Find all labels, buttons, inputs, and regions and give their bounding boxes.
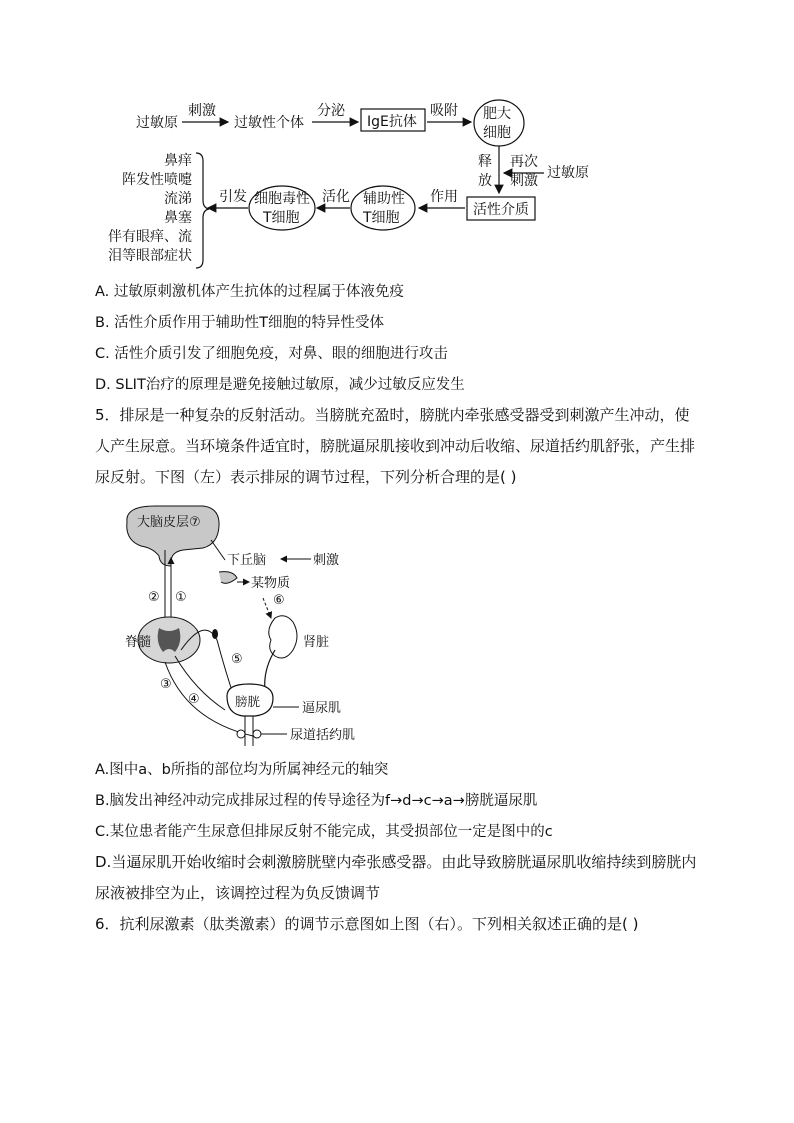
allergen-label: 过敏原 xyxy=(136,115,178,131)
q5-option-a: A.图中a、b所指的部位均为所属神经元的轴突 xyxy=(95,762,389,778)
allergen-label-2: 过敏原 xyxy=(547,165,589,181)
hypothalamus-label: 下丘脑 xyxy=(227,553,267,568)
mast-cell-label-2: 细胞 xyxy=(483,125,511,141)
label-4: ④ xyxy=(188,692,200,707)
pituitary-shape xyxy=(219,572,237,584)
allergy-flow-diagram xyxy=(100,95,620,275)
symptom-2: 阵发性喷嚏 xyxy=(122,172,192,188)
cytotoxic-t-label-2: T细胞 xyxy=(263,210,300,226)
symptom-6: 泪等眼部症状 xyxy=(108,248,192,264)
release-label-1: 释 xyxy=(478,154,492,170)
helper-t-label-2: T细胞 xyxy=(363,210,400,226)
label-6: ⑥ xyxy=(273,593,285,608)
sphincter-label: 尿道括约肌 xyxy=(290,728,356,743)
act-label: 作用 xyxy=(430,189,458,205)
substance-label: 某物质 xyxy=(251,576,291,591)
again-label-1: 再次 xyxy=(510,154,538,170)
cytotoxic-t-label-1: 细胞毒性 xyxy=(254,191,310,207)
kidney-label: 肾脏 xyxy=(303,635,330,650)
kidney-shape xyxy=(269,616,297,658)
q5-stem: 5．排尿是一种复杂的反射活动。当膀胱充盈时，膀胱内牵张感受器受到刺激产生冲动，使人产生尿意。当环境条件适宜时，膀胱逼尿肌接收到冲动后收缩、尿道括约肌舒张，产生排尿反射。下图（左）表示排尿的调节过程，下列分析合理的是( ) xyxy=(95,406,696,486)
label-2: ② xyxy=(148,590,160,605)
q4-option-a: A. 过敏原刺激机体产生抗体的过程属于体液免疫 xyxy=(95,284,404,300)
again-label-2: 刺激 xyxy=(510,173,538,189)
secrete-label: 分泌 xyxy=(317,103,345,119)
label-5: ⑤ xyxy=(231,652,243,667)
symptom-4: 鼻塞 xyxy=(164,210,192,226)
spinal-gray-matter xyxy=(158,628,181,652)
urination-diagram xyxy=(115,500,395,755)
q5-option-d: D.当逼尿肌开始收缩时会刺激膀胱壁内牵张感受器。由此导致膀胱逼尿肌收缩持续到膀胱内尿液被排空为止，该调控过程为负反馈调节 xyxy=(95,853,697,902)
q5-option-c: C.某位患者能产生尿意但排尿反射不能完成，其受损部位一定是图中的c xyxy=(95,824,553,840)
label-3: ③ xyxy=(160,677,172,692)
stimulate-label: 刺激 xyxy=(188,103,216,119)
cortex-label: 大脑皮层⑦ xyxy=(137,515,201,530)
q4-option-c: C. 活性介质引发了细胞免疫，对鼻、眼的细胞进行攻击 xyxy=(95,346,448,362)
symptom-1: 鼻痒 xyxy=(164,153,192,169)
helper-t-label-1: 辅助性 xyxy=(363,191,405,207)
q5-option-b: B.脑发出神经冲动完成排尿过程的传导途径为f→d→c→a→膀胱逼尿肌 xyxy=(95,793,538,809)
symptom-3: 流涕 xyxy=(164,191,192,207)
bladder-label: 膀胱 xyxy=(235,694,261,709)
symptom-5: 伴有眼痒、流 xyxy=(108,229,192,245)
q6-stem: 6．抗利尿激素（肽类激素）的调节示意图如上图（右）。下列相关叙述正确的是( ) xyxy=(95,915,639,933)
trigger-label: 引发 xyxy=(219,189,247,205)
adsorb-label: 吸附 xyxy=(430,103,458,119)
release-label-2: 放 xyxy=(478,173,492,189)
spinal-label: 脊髓 xyxy=(125,635,152,650)
activate-label: 活化 xyxy=(322,189,350,205)
mast-cell-label-1: 肥大 xyxy=(483,106,511,122)
label-1: ① xyxy=(175,590,187,605)
active-medium-label: 活性介质 xyxy=(473,202,529,218)
symptoms-brace xyxy=(196,153,209,268)
detrusor-label: 逼尿肌 xyxy=(302,701,342,716)
q4-option-b: B. 活性介质作用于辅助性T细胞的特异性受体 xyxy=(95,315,385,331)
q4-option-d: D. SLIT治疗的原理是避免接触过敏原，减少过敏反应发生 xyxy=(95,377,465,393)
stimulate-label-2: 刺激 xyxy=(313,553,340,568)
ige-label: IgE抗体 xyxy=(367,114,417,130)
allergic-individual-label: 过敏性个体 xyxy=(234,115,304,131)
